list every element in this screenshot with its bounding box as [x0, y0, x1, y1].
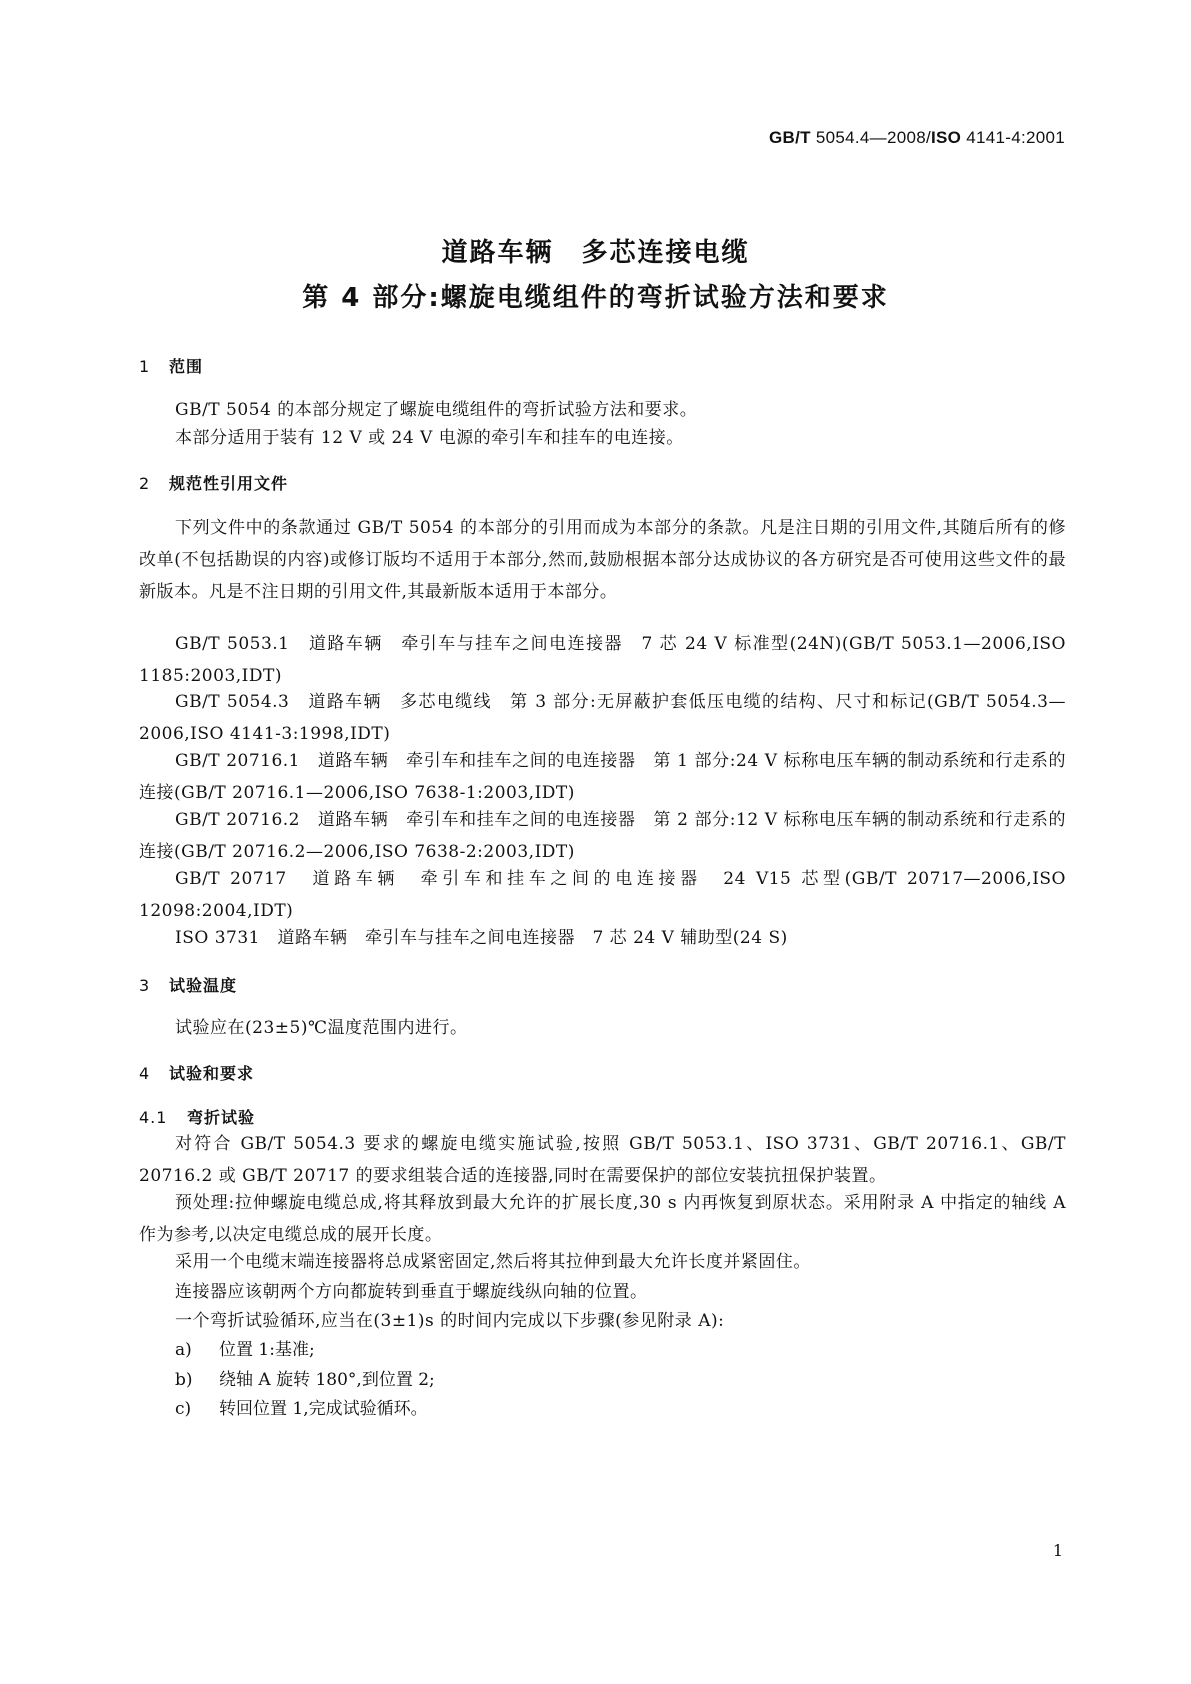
list-item	[175, 1334, 315, 1366]
list-marker: a)	[175, 1340, 192, 1360]
subsection-number: 4.1	[139, 1108, 168, 1127]
document-title-line1: 道路车辆 多芯连接电缆	[441, 238, 750, 268]
section-number: 3	[139, 976, 151, 995]
section-number: 1	[139, 357, 151, 376]
code-iso: ISO	[931, 128, 962, 147]
paragraph: 下列文件中的条款通过 GB/T 5054 的本部分的引用而成为本部分的条款。凡是注日期的引用文件,其随后所有的修改单(不包括勘误的内容)或修订版均不适用于本部分,然而,鼓励根据本部分达成协议的各方研究是否可使用这些文件的最新版本。凡是不注日期的引用文件,其最新版本适用于本部分。	[139, 518, 1066, 602]
standard-code	[769, 128, 1065, 148]
paragraph: 采用一个电缆末端连接器将总成紧密固定,然后将其拉伸到最大允许长度并紧固住。	[175, 1252, 811, 1272]
section-4-heading	[139, 1061, 254, 1084]
section-title: 规范性引用文件	[169, 474, 289, 493]
subsection-title: 弯折试验	[187, 1108, 256, 1127]
reference-entry: GB/T 5054.3 道路车辆 多芯电缆线 第 3 部分:无屏蔽护套低压电缆的结构、尺寸和标记(GB/T 5054.3—2006,ISO 4141-3:1998,IDT)	[139, 692, 1066, 744]
paragraph: 预处理:拉伸螺旋电缆总成,将其释放到最大允许的扩展长度,30 s 内再恢复到原状态。采用附录 A 中指定的轴线 A 作为参考,以决定电缆总成的展开长度。	[139, 1193, 1066, 1245]
reference-entry: GB/T 20716.2 道路车辆 牵引车和挂车之间的电连接器 第 2 部分:12 V 标称电压车辆的制动系统和行走系的连接(GB/T 20716.2—2006,ISO 7638-2:2003,IDT)	[139, 810, 1066, 862]
section-title: 范围	[169, 357, 204, 376]
subsection-4-1-heading	[139, 1105, 255, 1128]
paragraph: 试验应在(23±5)℃温度范围内进行。	[175, 1018, 468, 1038]
paragraph: GB/T 5054 的本部分规定了螺旋电缆组件的弯折试验方法和要求。	[175, 400, 698, 420]
list-text: 转回位置 1,完成试验循环。	[219, 1399, 428, 1419]
document-title-line2: 第 4 部分:螺旋电缆组件的弯折试验方法和要求	[302, 283, 889, 313]
section-2-heading	[139, 471, 288, 494]
section-number: 2	[139, 474, 151, 493]
reference-entry: GB/T 20717 道路车辆 牵引车和挂车之间的电连接器 24 V15 芯型(GB/T 20717—2006,ISO 12098:2004,IDT)	[139, 869, 1066, 921]
paragraph: 一个弯折试验循环,应当在(3±1)s 的时间内完成以下步骤(参见附录 A):	[175, 1311, 725, 1331]
paragraph: 对符合 GB/T 5054.3 要求的螺旋电缆实施试验,按照 GB/T 5053.1、ISO 3731、GB/T 20716.1、GB/T 20716.2 或 GB/T 20717 的要求组装合适的连接器,同时在需要保护的部位安装抗扭保护装置。	[139, 1134, 1066, 1186]
reference-entry: GB/T 20716.1 道路车辆 牵引车和挂车之间的电连接器 第 1 部分:24 V 标称电压车辆的制动系统和行走系的连接(GB/T 20716.1—2006,ISO 7638-1:2003,IDT)	[139, 751, 1066, 803]
list-item	[175, 1393, 428, 1425]
paragraph: 本部分适用于装有 12 V 或 24 V 电源的牵引车和挂车的电连接。	[175, 428, 684, 448]
list-text: 绕轴 A 旋转 180°,到位置 2;	[219, 1370, 435, 1390]
page-number: 1	[1052, 1541, 1063, 1560]
reference-entry: GB/T 5053.1 道路车辆 牵引车与挂车之间电连接器 7 芯 24 V 标准型(24N)(GB/T 5053.1—2006,ISO 1185:2003,IDT)	[139, 634, 1066, 686]
section-3-heading	[139, 973, 237, 996]
code-iso-rest: 4141-4:2001	[961, 128, 1065, 147]
code-gb: GB/T	[769, 128, 811, 147]
section-1-heading	[139, 354, 203, 377]
list-item	[175, 1364, 435, 1396]
section-number: 4	[139, 1064, 151, 1083]
section-title: 试验和要求	[169, 1064, 255, 1083]
list-marker: b)	[175, 1370, 193, 1390]
list-text: 位置 1:基准;	[219, 1340, 315, 1360]
reference-entry: ISO 3731 道路车辆 牵引车与挂车之间电连接器 7 芯 24 V 辅助型(24 S)	[175, 928, 788, 948]
section-title: 试验温度	[169, 976, 238, 995]
list-marker: c)	[175, 1399, 192, 1419]
paragraph: 连接器应该朝两个方向都旋转到垂直于螺旋线纵向轴的位置。	[175, 1282, 648, 1302]
code-gb-rest: 5054.4—2008/	[810, 128, 931, 147]
